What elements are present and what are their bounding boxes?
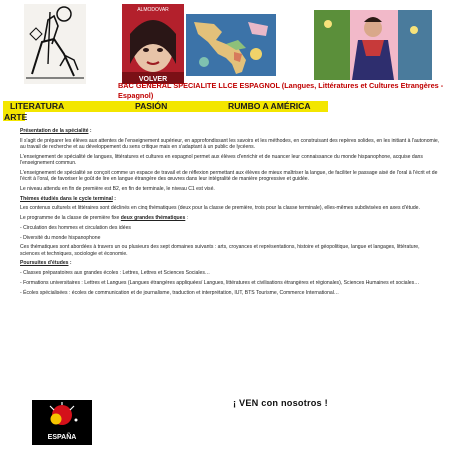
theme-arte: ARTE bbox=[4, 112, 28, 122]
list-item: - Formations universitaires : Lettres et Langues (Langues étrangères appliquées/ Langues, littératures et civilisations étrangères et régionales), Sciences Humaines et sociales… bbox=[20, 279, 420, 286]
don-quijote-drawing bbox=[24, 4, 86, 84]
volver-poster-title: VOLVER bbox=[138, 76, 168, 83]
document-body bbox=[20, 128, 440, 299]
presentation-heading-suffix: : bbox=[88, 128, 92, 134]
paragraph-4: Le niveau attendu en fin de première est B2, en fin de terminale, le niveau C1 est visé. bbox=[20, 185, 215, 192]
paragraph-7: Ces thématiques sont abordées à travers un ou plusieurs des sept domaines suivants : arts, croyances et représentations, histoire et géopolitique, langue et langages, littérature, sciences et techniques, sociologie et économie. bbox=[20, 244, 420, 257]
paragraph-3: L'enseignement de spécialité se conçoit comme un espace de travail et de réflexion permettant aux élèves de mieux maîtriser la langue, de faciliter le passage aisé de l'oral à l'écrit et de l'écrit à l'oral, de favoriser le goût de lire en langue étrangère des œuvres dans leur intégralité de manière progressive et guidée. bbox=[20, 169, 438, 183]
theme-literatura: LITERATURA bbox=[10, 101, 65, 111]
frida-kahlo-painting bbox=[314, 10, 432, 80]
paragraph-5: Les contenus culturels et littéraires sont déclinés en cinq thématiques (deux pour la classe de première, trois pour la classe terminale), elles-mêmes subdivisées en axes d'étude. bbox=[20, 205, 420, 212]
list-item: - Diversité du monde hispanophone bbox=[20, 234, 101, 241]
presentation-heading: Présentation de la spécialité bbox=[20, 128, 89, 134]
themes-heading: Thèmes étudiés dans le cycle terminal bbox=[20, 195, 113, 202]
poursuites-heading-line bbox=[20, 260, 440, 266]
poursuites-heading-suffix: : bbox=[68, 260, 72, 267]
theme-pasion: PASIÓN bbox=[135, 101, 168, 111]
paragraph-6 bbox=[20, 215, 440, 221]
volver-poster-director: ALMODOVAR bbox=[137, 7, 169, 13]
list-item: - Circulation des hommes et circulation des idées bbox=[20, 224, 131, 231]
espana-logo bbox=[32, 400, 92, 445]
latin-america-map bbox=[186, 14, 276, 76]
poursuites-heading: Poursuites d'études bbox=[20, 260, 69, 267]
volver-movie-poster bbox=[122, 4, 184, 84]
list-item: - Classes préparatoires aux grandes écoles : Lettres, Lettres et Sciences Sociales… bbox=[20, 270, 210, 277]
paragraph-2: L'enseignement de spécialité de langues, littératures et cultures en espagnol permet aux élèves d'enrichir et de nuancer leur connaissance du monde hispanophone, acquise dans l'enseignement commun. bbox=[20, 153, 423, 167]
paragraph-6-post: : bbox=[185, 215, 189, 222]
header-image-strip bbox=[4, 4, 444, 84]
themes-heading-suffix: : bbox=[112, 195, 116, 202]
bac-title: BAC GENERAL SPECIALITE LLCE ESPAGNOL (Langues, Littératures et Cultures Etrangères - Espagnol) bbox=[118, 81, 444, 100]
ven-con-nosotros: ¡ VEN con nosotros ! bbox=[233, 398, 328, 408]
list-item: - Écoles spécialisées : écoles de communication et de journalisme, traduction et interprétation, IUT, BTS Tourisme, Commerce International… bbox=[20, 289, 339, 296]
paragraph-1: Il s'agit de préparer les élèves aux attentes de l'enseignement supérieur, en approfondissant les savoirs et les méthodes, en construisant des repères solides, en les initiant à l'autonomie, au travail de recherche et au développement du sens critique mais en s'adaptant à un public de lycéens. bbox=[20, 137, 440, 151]
themes-heading-line bbox=[20, 196, 440, 202]
presentation-heading-line bbox=[20, 128, 440, 134]
theme-rumbo-a-america: RUMBO A AMÉRICA bbox=[228, 101, 311, 111]
logo-wordmark: ESPAÑA bbox=[47, 434, 77, 441]
paragraph-6-pre: Le programme de la classe de première fixe bbox=[20, 215, 121, 222]
paragraph-6-emphasis: deux grandes thématiques bbox=[120, 215, 186, 222]
